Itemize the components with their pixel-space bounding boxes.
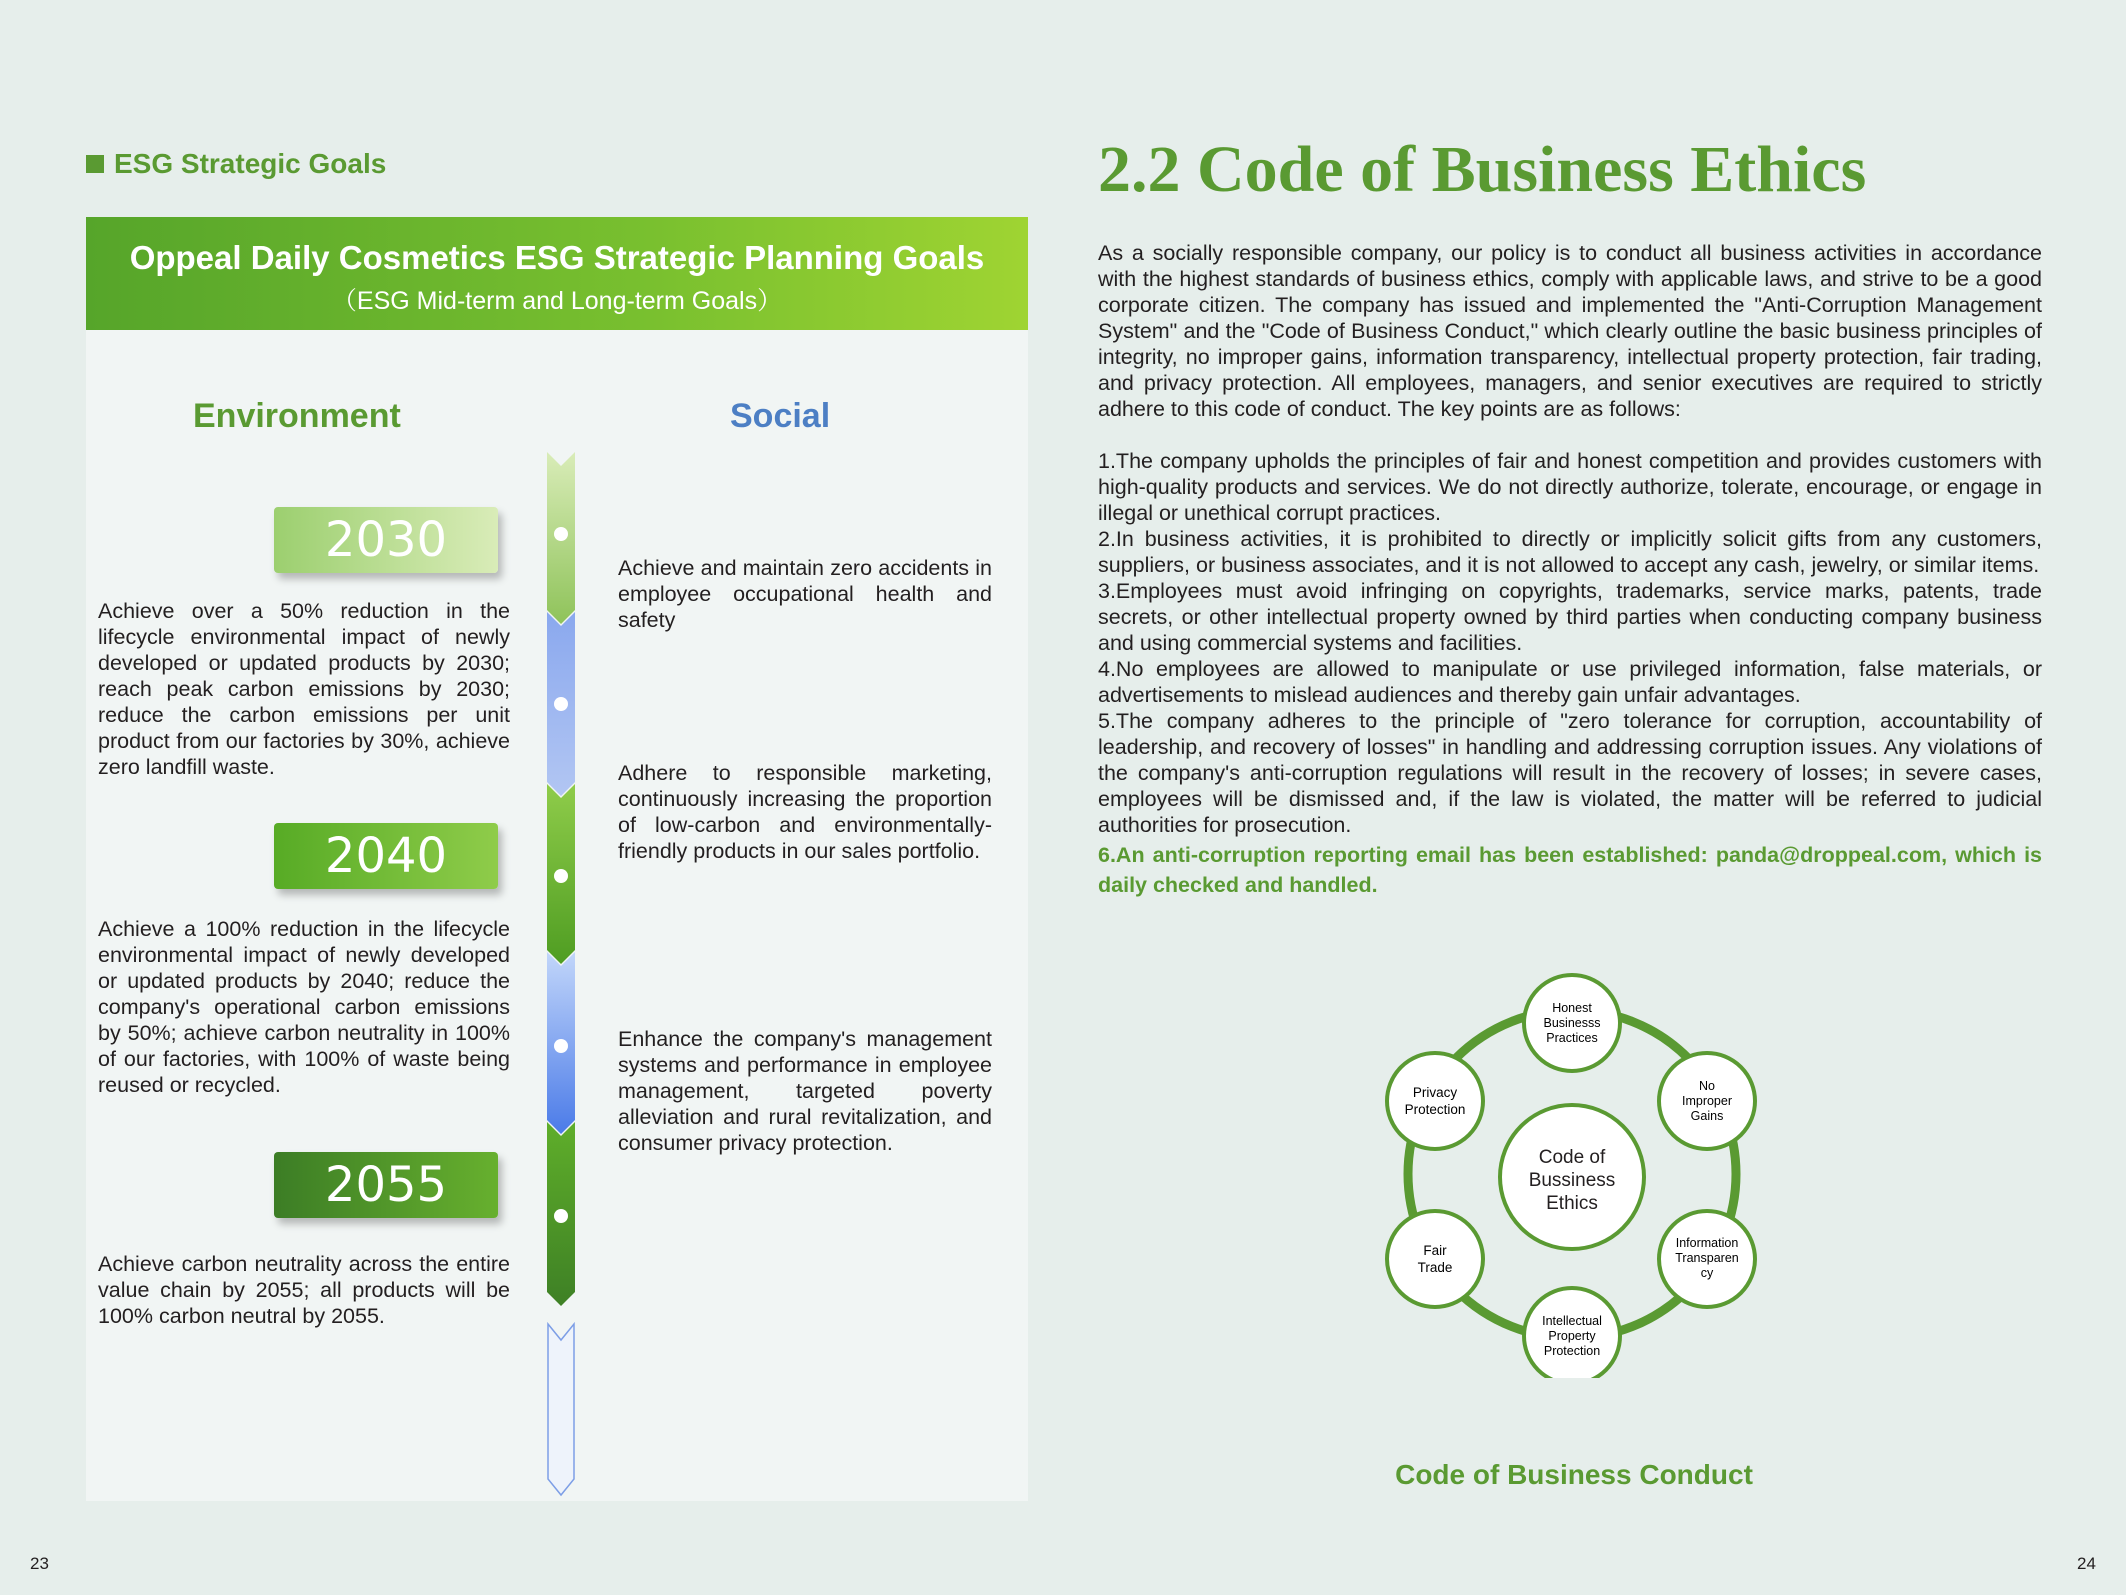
point-5: 5.The company adheres to the principle of "zero tolerance for corruption, accountability of leadership, and recovery of losses" in handling and addressing corruption issues. Any violations of the company's anti-corruption regulations will result in the recovery of losses; in severe cases, employees will be dismissed and, if the law is violated, the matter will be referred to judicial authorities for prosecution. xyxy=(1098,709,2042,837)
point-6-highlight: 6.An anti-corruption reporting email has been established: panda@droppeal.com, which is daily checked and handled. xyxy=(1098,843,2042,897)
svg-text:Gains: Gains xyxy=(1690,1109,1724,1123)
timeline-dot-3 xyxy=(554,869,568,883)
svg-text:Property: Property xyxy=(1548,1329,1596,1343)
code-of-ethics-diagram xyxy=(1364,968,1784,1378)
diagram-node-honest-business-practices xyxy=(1524,975,1620,1071)
svg-text:Protection: Protection xyxy=(1543,1344,1601,1358)
banner-title: Oppeal Daily Cosmetics ESG Strategic Planning Goals xyxy=(129,239,985,276)
point-1: 1.The company upholds the principles of fair and honest competition and provides customers with high-quality products and services. We do not directly authorize, tolerate, encourage, or engage in illegal or unethical corrupt practices. xyxy=(1098,449,2042,525)
svg-text:Transparen: Transparen xyxy=(1675,1251,1739,1265)
svg-text:Practices: Practices xyxy=(1546,1031,1598,1045)
square-bullet-icon xyxy=(86,155,104,173)
svg-text:Fair: Fair xyxy=(1423,1243,1447,1258)
svg-text:Information: Information xyxy=(1675,1236,1739,1250)
diagram-node-information-transparency xyxy=(1659,1211,1755,1307)
center-line-3: Ethics xyxy=(1546,1193,1598,1214)
page-title: 2.2 Code of Business Ethics xyxy=(1098,133,1867,206)
section-heading xyxy=(86,148,386,180)
point-3: 3.Employees must avoid infringing on copyrights, trademarks, service marks, patents, trade secrets, or other intellectual property owned by third parties when conducting company business and using commercial systems and facilities. xyxy=(1098,579,2042,655)
ethics-body xyxy=(1098,240,2042,900)
svg-text:Businesss: Businesss xyxy=(1543,1016,1601,1030)
section-heading-text: ESG Strategic Goals xyxy=(114,148,387,179)
timeline-dot-4 xyxy=(554,1039,568,1053)
page-number-left: 23 xyxy=(30,1554,49,1573)
goals-banner xyxy=(86,217,1028,330)
diagram-caption: Code of Business Conduct xyxy=(1395,1459,1753,1490)
timeline-arrows xyxy=(547,452,575,1497)
esg-goals-panel xyxy=(86,217,1028,1501)
year-badge-2030: 2030 xyxy=(274,507,498,573)
svg-text:No: No xyxy=(1699,1079,1715,1093)
diagram-node-intellectual-property-protection xyxy=(1524,1288,1620,1378)
svg-text:Improper: Improper xyxy=(1681,1094,1733,1108)
svg-text:cy: cy xyxy=(1700,1266,1714,1280)
page-number-right: 24 xyxy=(2077,1554,2096,1573)
social-goal-3: Enhance the company's management systems and performance in employee management, targeted poverty alleviation and rural revitalization, and consumer privacy protection. xyxy=(618,1027,992,1155)
social-goal-2: Adhere to responsible marketing, continuously increasing the proportion of low-carbon and environmentally-friendly products in our sales portfolio. xyxy=(618,761,992,863)
diagram-node-no-improper-gains xyxy=(1659,1053,1755,1149)
center-line-1: Code of xyxy=(1538,1147,1606,1168)
timeline-dot-2 xyxy=(554,697,568,711)
svg-text:Trade: Trade xyxy=(1417,1260,1453,1275)
year-badge-2040: 2040 xyxy=(274,823,498,889)
year-badge-2055: 2055 xyxy=(274,1152,498,1218)
center-line-2: Bussiness xyxy=(1528,1170,1616,1191)
diagram-node-fair-trade xyxy=(1387,1211,1483,1307)
diagram-node-privacy-protection xyxy=(1387,1053,1483,1149)
column-heading-social: Social xyxy=(730,397,831,435)
point-2: 2.In business activities, it is prohibited to directly or implicitly solicit gifts from any customers, suppliers, or business associates, and it is not allowed to accept any cash, jewelry, or similar items. xyxy=(1098,527,2042,577)
svg-text:Honest: Honest xyxy=(1552,1001,1592,1015)
svg-text:Privacy: Privacy xyxy=(1412,1085,1458,1100)
svg-text:Intellectual: Intellectual xyxy=(1542,1314,1602,1328)
svg-text:Protection: Protection xyxy=(1404,1102,1466,1117)
point-4: 4.No employees are allowed to manipulate or use privileged information, false materials, or advertisements to mislead audiences and thereby gain unfair advantages. xyxy=(1098,657,2042,707)
environment-goal-2040: Achieve a 100% reduction in the lifecycle environmental impact of newly developed or updated products by 2040; reduce the company's operational carbon emissions by 50%; achieve carbon neutrality in 100% of our factories, with 100% of waste being reused or recycled. xyxy=(98,917,510,1097)
timeline-dot-1 xyxy=(554,527,568,541)
social-goal-1: Achieve and maintain zero accidents in employee occupational health and safety xyxy=(618,556,992,632)
timeline-dot-5 xyxy=(554,1209,568,1223)
column-heading-environment: Environment xyxy=(193,397,401,435)
intro-paragraph: As a socially responsible company, our policy is to conduct all business activities in accordance with the highest standards of business ethics, comply with applicable laws, and strive to be a good corporate citizen. The company has issued and implemented the "Anti-Corruption Management System" and the "Code of Business Conduct," which clearly outline the basic business principles of integrity, no improper gains, information transparency, intellectual property protection, fair trading, and privacy protection. All employees, managers, and senior executives are required to strictly adhere to this code of conduct. The key points are as follows: xyxy=(1098,241,2042,421)
timeline-segment-6 xyxy=(548,1324,574,1495)
environment-goal-2030: Achieve over a 50% reduction in the lifecycle environmental impact of newly developed or updated products by 2030; reach peak carbon emissions by 2030; reduce the carbon emissions per unit product from our factories by 30%, achieve zero landfill waste. xyxy=(98,599,510,779)
banner-subtitle: （ESG Mid-term and Long-term Goals） xyxy=(331,287,783,315)
environment-goal-2055: Achieve carbon neutrality across the entire value chain by 2055; all products will be 100% carbon neutral by 2055. xyxy=(98,1252,510,1328)
diagram-center-node xyxy=(1500,1105,1644,1249)
